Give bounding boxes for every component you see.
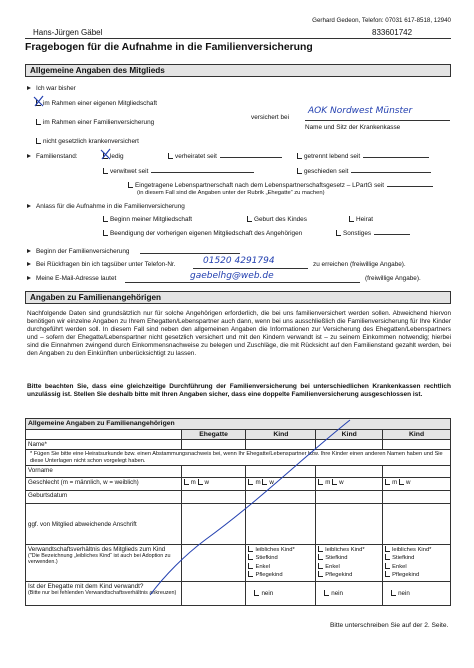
- fs-verwitwet[interactable]: verwitwet seit: [103, 168, 254, 175]
- cell-nein[interactable]: nein: [383, 581, 451, 605]
- telefon-handwritten[interactable]: 01520 4291794: [203, 256, 275, 266]
- cell-relation-options[interactable]: leibliches Kind* Stiefkind Enkel Pflegekind: [246, 545, 316, 582]
- cell-gender[interactable]: m w: [246, 478, 316, 491]
- section-member-heading: Allgemeine Angaben des Mitglieds: [25, 64, 451, 77]
- row-name: Name*: [26, 440, 182, 450]
- krankenkasse-caption: Name und Sitz der Krankenkasse: [305, 124, 401, 131]
- form-title: Fragebogen für die Aufnahme in die Familienversicherung: [25, 42, 313, 53]
- cell-relation-options[interactable]: leibliches Kind* Stiefkind Enkel Pflegekind: [316, 545, 383, 582]
- versichert-bei-label: versichert bei: [251, 114, 290, 121]
- option-nicht-versichert[interactable]: nicht gesetzlich krankenversichert: [36, 138, 139, 145]
- option-eigene-mitgliedschaft[interactable]: im Rahmen einer eigenen Mitgliedschaft: [36, 100, 157, 107]
- cell-gender[interactable]: m w: [181, 478, 246, 491]
- member-name: Hans-Jürgen Gäbel: [33, 28, 103, 37]
- footer-note: Bitte unterschreiben Sie auf der 2. Seite.: [330, 622, 449, 629]
- anlass-beginn[interactable]: Beginn meiner Mitgliedschaft: [103, 216, 192, 223]
- cell-nein[interactable]: nein: [246, 581, 316, 605]
- anlass-ende[interactable]: Beendigung der vorherigen eigenen Mitgliedschaft des Angehörigen: [103, 230, 302, 237]
- col-kind-3: Kind: [383, 430, 451, 440]
- email-handwritten[interactable]: gaebelhg@web.de: [190, 271, 274, 281]
- telefon-label: Bei Rückfragen bin ich tagsüber unter Telefon-Nr.: [27, 261, 176, 268]
- row-geschlecht: Geschlecht (m = männlich, w = weiblich): [26, 478, 182, 491]
- col-kind-2: Kind: [316, 430, 383, 440]
- anlass-geburt[interactable]: Geburt des Kindes: [247, 216, 307, 223]
- row-geburtsdatum: Geburtsdatum: [26, 491, 182, 504]
- row-vorname: Vorname: [26, 466, 182, 478]
- header-contact: Gerhard Gedeon, Telefon: 07031 617-8518, 12940: [312, 17, 451, 24]
- fs-verheiratet[interactable]: verheiratet seit: [168, 153, 282, 160]
- section-angehoerige-heading: Angaben zu Familienangehörigen: [25, 291, 451, 304]
- cell-relation-options[interactable]: leibliches Kind* Stiefkind Enkel Pflegekind: [383, 545, 451, 582]
- krankenkasse-handwritten[interactable]: AOK Nordwest Münster: [308, 106, 413, 116]
- member-number: 833601742: [372, 28, 413, 37]
- col-ehegatte: Ehegatte: [181, 430, 246, 440]
- cell-gender[interactable]: m w: [316, 478, 383, 491]
- anlass-label: Anlass für die Aufnahme in die Familienversicherung: [27, 203, 185, 210]
- familienstand-label: Familienstand:: [27, 153, 78, 160]
- cell-nein[interactable]: nein: [316, 581, 383, 605]
- email-suffix: (freiwillige Angabe).: [365, 275, 421, 282]
- row-verwandtschaft: Verwandtschaftsverhältnis des Mitglieds zum Kind ("Die Bezeichnung „leibliches Kind“ ist auch bei Adoption zu verwenden.): [26, 545, 182, 582]
- row-name-note: * Fügen Sie bitte eine Heiratsurkunde bzw. einen Abstammungsnachweis bei, wenn Ihr Ehegatte/Lebenspartner bzw. Ihre Kinder einen anderen Namen haben und Sie diese Unterlagen nicht schon vorgelegt haben.: [26, 450, 451, 466]
- fs-lebenspartnerschaft[interactable]: Eingetragene Lebenspartnerschaft nach dem Lebenspartnerschaftsgesetz – LPartG seit: [128, 182, 433, 189]
- fs-getrennt[interactable]: getrennt lebend seit: [297, 153, 429, 160]
- anlass-sonstiges[interactable]: Sonstiges: [336, 230, 410, 237]
- telefon-suffix: zu erreichen (freiwillige Angabe).: [313, 261, 406, 268]
- anlass-heirat[interactable]: Heirat: [349, 216, 373, 223]
- email-label: Meine E-Mail-Adresse lautet: [27, 275, 116, 282]
- row-anschrift: ggf. von Mitglied abweichende Anschrift: [26, 504, 182, 545]
- row-ehegatte-verwandt: Ist der Ehegatte mit dem Kind verwandt? (Bitte nur bei fehlenden Verwandtschaftsverhältnis ankreuzen): [26, 581, 182, 605]
- col-kind-1: Kind: [246, 430, 316, 440]
- section-paragraph: Nachfolgende Daten sind grundsätzlich nur für solche Angehörigen erforderlich, die bei uns familienversichert werden sollen. Abweichend hiervon benötigen wir einzelne Angaben zu Ihrem Ehegatten/Lebenspartner auch dann, wenn bei uns ausschließlich die Familienversicherung für Ihre Kinder durchgeführt werden soll. In diesem Fall sind neben den allgemeinen Angaben die Informationen zur Versicherung des Ehegatten/Lebenspartners und – sofern der Ehegatte/Lebenspartner nicht gesetzlich versichert und mit den Kindern verwandt ist – zu seinem Einkommen notwendig; hierbei sind die Einnahmen zwingend durch Einkommensnachweise zu belegen und Zuschläge, die mit Rücksicht auf den Familienstand gezahlt werden, bei den Angaben zu den Einkünften unberücksichtigt zu lassen.: [27, 310, 451, 357]
- option-familienversicherung[interactable]: im Rahmen einer Familienversicherung: [36, 119, 154, 126]
- table-heading: Allgemeine Angaben zu Familienangehörigen: [26, 419, 451, 430]
- fs-ledig[interactable]: ledig: [103, 153, 124, 160]
- ich-war-bisher: Ich war bisher: [27, 85, 76, 92]
- section-bold-note: Bitte beachten Sie, dass eine gleichzeitige Durchführung der Familienversicherung bei unterschiedlichen Krankenkassen rechtlich unzulässig ist. Stellen Sie deshalb bitte mit Ihren Angaben sicher, dass eine doppelte Familienversicherung ausgeschlossen ist.: [27, 383, 451, 398]
- beginn-label: Beginn der Familienversicherung: [27, 248, 129, 255]
- fs-geschieden[interactable]: geschieden seit: [297, 168, 431, 175]
- cell-gender[interactable]: m w: [383, 478, 451, 491]
- fs-lpart-note: (in diesem Fall sind die Angaben unter der Rubrik „Ehegatte“ zu machen): [137, 190, 325, 196]
